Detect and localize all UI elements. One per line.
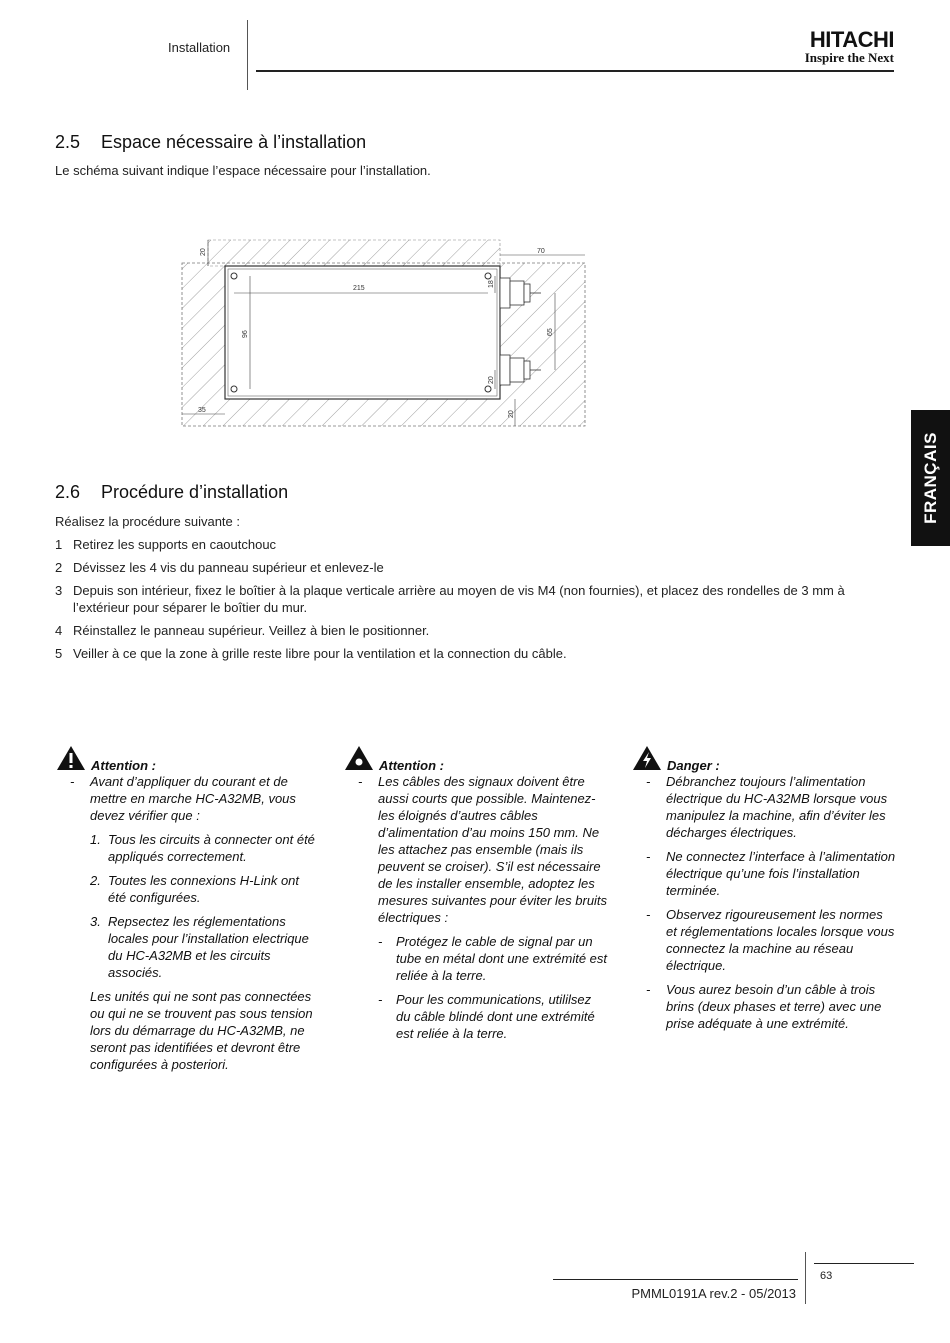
notice-item: - Avant d’appliquer du courant et de mettre en marche HC-A32MB, vous devez vérifier que : 1. Tous les circuits à connecter ont été appliqués correctement. 2. Toutes les connexions H-Link ont été configurées. 3. Repsectez les réglementations locales pour l’installation electrique du HC-A32MB et les circuits associés. Les unités qui ne sont pas connectées ou qui ne se trouvent pas sous tension lors du démarrage du HC-A32MB, ne seront pas identifiées et devront être configurées à posteriori. xyxy=(70,773,320,1073)
notice-sub-list xyxy=(90,831,320,981)
header-section-label: Installation xyxy=(168,40,231,55)
notice-item: - Ne connectez l’interface à l’alimentation électrique qu’une fois l’installation terminée. xyxy=(646,849,896,898)
exclamation-warning-icon xyxy=(56,745,86,771)
list-item: 5 Veiller à ce que la zone à grille reste libre pour la ventilation et la connection du câble. xyxy=(55,646,567,661)
dim-gland-span: 65 xyxy=(547,328,554,336)
notice-title: Danger : xyxy=(667,758,720,773)
notice-item: - Observez rigoureusement les normes et réglementations locales lorsque vous connectez la machine au réseau électrique. xyxy=(646,907,895,973)
dim-width-holes: 215 xyxy=(353,285,365,292)
language-tab-label: FRANÇAIS xyxy=(920,432,940,524)
dim-bottom: 20 xyxy=(508,410,515,418)
dim-top: 20 xyxy=(200,248,207,256)
logo-tagline: Inspire the Next xyxy=(804,50,894,65)
list-item: 1. Tous les circuits à connecter ont été appliqués correctement. xyxy=(90,832,315,864)
notice-items xyxy=(358,773,608,1049)
page-number: 63 xyxy=(820,1270,833,1282)
list-item: 2 Dévissez les 4 vis du panneau supérieur et enlevez-le xyxy=(55,560,384,575)
footer-rule xyxy=(553,1279,798,1280)
electric-danger-icon xyxy=(632,745,662,771)
notice-item: - Les câbles des signaux doivent être aussi courts que possible. Maintenez-les éloignés d’autres câbles d’alimentation d’au moins 150 mm. Ne les attachez pas ensemble (mais ils peuvent se croiser). S’il est nécessaire de les installer ensemble, adoptez les mesures suivantes pour éviter les bruits électriques : - Protégez le cable de signal par un tube en métal dont une extrémité est reliée à la terre. - Pour les communications, utililsez du câble blindé dont une extrémité est reliée à la terre. xyxy=(358,774,608,1041)
list-item: 4 Réinstallez le panneau supérieur. Veillez à bien le positionner. xyxy=(55,623,430,638)
footer-doc-ref: PMML0191A rev.2 - 05/2013 xyxy=(631,1286,796,1301)
notice-title: Attention : xyxy=(91,758,156,773)
notice-item: - Vous aurez besoin d’un câble à trois brins (deux phases et terre) avec une prise adéquate à une extrémité. xyxy=(646,982,882,1031)
footer-page-rule xyxy=(814,1263,914,1264)
list-item: 3 Depuis son intérieur, fixez le boîtier à la plaque verticale arrière au moyen de vis M4 (non fournies), et placez des rondelles de 3 mm à l’extérieur pour séparer le boîtier du mur. xyxy=(55,583,845,615)
section-2-5-heading xyxy=(55,132,366,153)
section-2-6-intro: Réalisez la procédure suivante : xyxy=(55,514,240,529)
section-2-5-intro: Le schéma suivant indique l’espace nécessaire pour l’installation. xyxy=(55,163,431,178)
list-item: 3. Repsectez les réglementations locales pour l’installation electrique du HC-A32MB et les circuits associés. xyxy=(90,914,309,980)
dim-left-clearance: 35 xyxy=(198,407,206,414)
top-clearance-zone xyxy=(208,240,500,266)
notice-title: Attention : xyxy=(379,758,444,773)
list-item: - Protégez le cable de signal par un tube en métal dont une extrémité est reliée à la terre. xyxy=(378,934,608,983)
notice-sub-list xyxy=(378,933,608,1042)
notice-item: - Débranchez toujours l’alimentation électrique du HC-A32MB lorsque vous manipulez la machine, afin d’éviter les décharges électriques. xyxy=(646,774,888,840)
section-2-6-heading xyxy=(55,482,288,503)
dim-height-holes: 96 xyxy=(242,330,249,338)
logo-brand: HITACHI xyxy=(809,27,894,52)
header-divider-vertical xyxy=(247,20,248,90)
list-item: - Pour les communications, utililsez du câble blindé dont une extrémité est reliée à la terre. xyxy=(378,992,595,1041)
dim-gland-bottom: 20 xyxy=(488,376,495,384)
language-tab xyxy=(911,410,950,546)
list-item: 2. Toutes les connexions H-Link ont été configurées. xyxy=(90,873,300,905)
installation-clearance-diagram xyxy=(175,236,595,436)
section-2-6-title: Procédure d’installation xyxy=(101,482,289,502)
notice-note: Les unités qui ne sont pas connectées ou qui ne se trouvent pas sous tension lors du démarrage du HC-A32MB, ne seront pas identifiées et devront être configurées à posteriori. xyxy=(90,989,313,1072)
dot-warning-icon xyxy=(344,745,374,771)
dim-gland-top: 18 xyxy=(488,280,495,288)
footer-divider-vertical xyxy=(805,1252,806,1304)
header-rule xyxy=(256,70,894,72)
notice-items xyxy=(70,773,320,1080)
notice-items xyxy=(646,773,896,1039)
section-2-5-number: 2.5 xyxy=(55,132,81,152)
list-item: 1 Retirez les supports en caoutchouc xyxy=(55,537,277,552)
installation-steps xyxy=(55,536,895,668)
dim-right-clearance: 70 xyxy=(537,248,545,255)
section-2-5-title: Espace nécessaire à l’installation xyxy=(101,132,367,152)
section-2-6-number: 2.6 xyxy=(55,482,81,502)
hitachi-logo xyxy=(774,27,894,65)
